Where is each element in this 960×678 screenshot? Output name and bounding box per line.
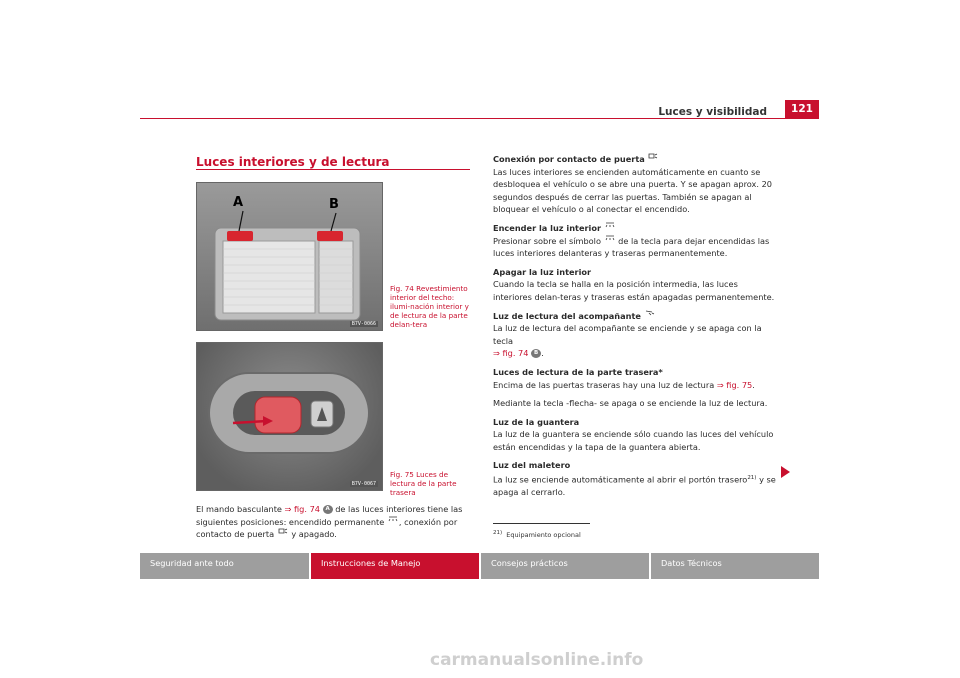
section-title: Luces interiores y de lectura <box>196 155 390 169</box>
chapter-title: Luces y visibilidad <box>658 106 767 118</box>
reading-light-switch <box>317 231 343 241</box>
page-number: 121 <box>785 100 819 119</box>
door-contact-icon <box>278 528 288 534</box>
paragraph-arrow-key: Mediante la tecla -flecha- se apaga o se enciende la luz de lectura. <box>493 398 768 409</box>
heading-door-contact: Conexión por contacto de puerta <box>493 154 645 164</box>
marker-a: A <box>323 505 333 514</box>
nav-tab-consejos[interactable]: Consejos prácticos <box>481 553 649 579</box>
rear-light-button <box>255 397 301 433</box>
marker-b: B <box>531 349 541 358</box>
interior-light-icon <box>605 222 615 228</box>
roof-console-illustration <box>197 183 382 330</box>
right-column: Conexión por contacto de puerta Las luces interiores se encienden automáticamente en cuanto se desbloquea el vehículo o se abre una puerta. Y se apagan aprox. 20 segundos después de cerrar las puertas. También se apagan al bloquear el vehículo o al conectar el encendido. Encender la luz interior Presionar sobre el símbolo de la tecla para dejar encendidas las luces interiores delanteras y traseras permanentemente. Apagar la luz interior Cuando la tecla se halla en la posición intermedia, las luces interiores delan-teras y traseras están apagadas permanentemente. Luz de lectura del acompañante La luz de lectura del acompañante se enciende y se apaga con la tecla ⇒ fig. 74 B . Luces de lectura de la parte trasera* Encima de las puertas traseras hay una luz de lectura ⇒ fig. 75. Mediante la tecla -flecha- se apaga o se enciende la luz de lectura. Luz de la guantera La luz de la guantera se enciende sólo cuando las luces del vehículo están encendidas y la tapa de la guantera abierta. Luz del maletero La luz se enciende automáticamente al abrir el portón trasero$^{21)}$ y se apaga al cerrarlo. <box>493 154 776 498</box>
figure-74-code: B7V-0066 <box>351 321 376 327</box>
paragraph-door-contact: Las luces interiores se encienden automáticamente en cuanto se desbloquea el vehículo o se abre una puerta. Y se apagan aprox. 20 segundos después de cerrar las puertas. También se apagan al bloquear el vehículo o al conectar el encendido. <box>493 166 773 215</box>
section-rule <box>196 169 470 170</box>
heading-passenger-light: Luz de lectura del acompañante <box>493 310 641 321</box>
heading-boot: Luz del maletero <box>493 460 571 471</box>
footnote: $^{21)}$ Equipamiento opcional <box>493 530 581 540</box>
nav-tab-datos[interactable]: Datos Técnicos <box>651 553 819 579</box>
fig-74-link[interactable]: ⇒ fig. 74 <box>284 504 320 514</box>
heading-interior-on: Encender la luz interior <box>493 222 602 233</box>
nav-tab-instrucciones[interactable]: Instrucciones de Manejo <box>311 553 479 579</box>
footnote-ref: 21) <box>747 475 757 482</box>
heading-interior-off: Apagar la luz interior <box>493 266 592 277</box>
figure-74-image <box>196 182 383 331</box>
figure-74-caption: Fig. 74 Revestimiento interior del techo: ilumi-nación interior y de lectura de la parte delan-tera <box>390 284 469 329</box>
reading-light-icon <box>645 310 655 316</box>
figure-74-marker-b: B <box>329 197 339 212</box>
nav-tab-seguridad[interactable]: Seguridad ante todo <box>140 553 309 579</box>
interior-light-icon <box>388 516 398 522</box>
intro-paragraph: El mando basculante ⇒ fig. 74 A de las luces interiores tiene las siguientes posiciones: encendido permanente , conexión por contacto de puerta y apagado. <box>196 504 463 540</box>
paragraph-interior-off: Cuando la tecla se halla en la posición intermedia, las luces interiores delan-teras y traseras están apagadas permanentemente. <box>493 279 775 302</box>
heading-glovebox: Luz de la guantera <box>493 416 580 427</box>
figure-75-caption: Fig. 75 Luces de lectura de la parte trasera <box>390 470 457 497</box>
paragraph-glovebox: La luz de la guantera se enciende sólo cuando las luces del vehículo están encendidas y la tapa de la guantera abierta. <box>493 429 774 452</box>
figure-75-image <box>196 342 383 491</box>
door-contact-icon <box>648 153 658 159</box>
footnote-rule <box>493 523 590 524</box>
rear-reading-light-illustration <box>197 343 382 490</box>
heading-rear-lights: Luces de lectura de la parte trasera* <box>493 366 663 377</box>
figure-75-code: B7V-0067 <box>351 481 376 487</box>
watermark: carmanualsonline.info <box>430 650 644 670</box>
figure-74-marker-a: A <box>233 195 244 210</box>
front-light-switch <box>227 231 253 241</box>
interior-light-icon <box>605 235 615 241</box>
fig-74-link[interactable]: ⇒ fig. 74 <box>493 348 529 359</box>
fig-75-link[interactable]: ⇒ fig. 75 <box>716 379 753 390</box>
continue-arrow-icon <box>781 466 790 478</box>
header-rule <box>140 118 819 119</box>
